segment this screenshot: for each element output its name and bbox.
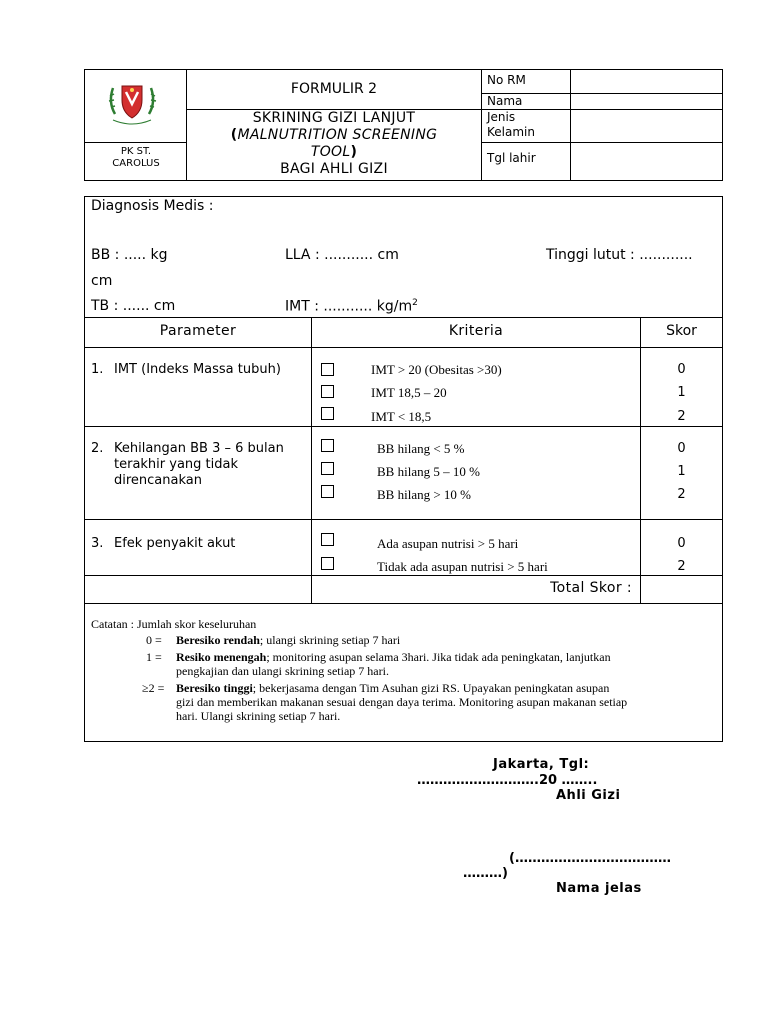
header-parameter: Parameter — [159, 323, 237, 339]
checkbox-efek-2[interactable] — [321, 557, 334, 570]
note-text-2-line3: hari. Ulangi skrining setiap 7 hari. — [176, 709, 341, 723]
field-no-rm-label: No RM — [487, 73, 526, 87]
note-score-0: 0 = — [146, 633, 162, 647]
bb-field: BB : ..... kg — [91, 247, 168, 263]
lla-field: LLA : ........... cm — [285, 247, 399, 263]
criteria-imt-1: IMT > 20 (Obesitas >30) — [371, 362, 502, 377]
checkbox-imt-3[interactable] — [321, 407, 334, 420]
field-nama-label: Nama — [487, 94, 523, 108]
score-imt-3: 2 — [677, 409, 686, 424]
field-tgl-lahir-value[interactable] — [571, 143, 722, 180]
total-skor-value[interactable] — [641, 576, 722, 603]
signature-date-line: ……………………….20 …….. — [417, 773, 598, 788]
note-text-0-line1 — [176, 633, 716, 647]
score-bb-1: 0 — [677, 441, 686, 456]
hospital-name-line2: CAROLUS — [112, 158, 160, 169]
score-bb-2: 1 — [677, 464, 686, 479]
param-row-1-text: IMT (Indeks Massa tubuh) — [114, 362, 281, 377]
param-row-1-no: 1. — [91, 362, 104, 377]
title-line4: BAGI AHLI GIZI — [280, 161, 388, 177]
note-score-2: ≥2 = — [142, 681, 165, 695]
note-text-1-line1 — [176, 650, 716, 664]
note-rest-0: ; ulangi skrining setiap 7 hari — [259, 633, 401, 647]
checkbox-efek-1[interactable] — [321, 533, 334, 546]
param-row-2-line1: Kehilangan BB 3 – 6 bulan — [114, 441, 284, 456]
note-rest-1: ; monitoring asupan selama 3hari. Jika tidak ada peningkatan, lanjutkan — [266, 650, 611, 664]
title-line2-italic: MALNUTRITION SCREENING — [237, 127, 438, 143]
score-efek-1: 0 — [677, 536, 686, 551]
score-imt-2: 1 — [677, 385, 686, 400]
title-line3 — [187, 144, 481, 161]
imt-field-text: IMT : ........... kg/m — [285, 298, 413, 315]
hospital-name-line1: PK ST. — [120, 146, 152, 157]
header-skor: Skor — [666, 323, 697, 339]
form-number: FORMULIR 2 — [290, 81, 378, 97]
checkbox-imt-2[interactable] — [321, 385, 334, 398]
param-row-2-no: 2. — [91, 441, 104, 456]
note-text-0 — [176, 633, 716, 647]
criteria-bb-1: BB hilang < 5 % — [377, 441, 465, 456]
criteria-efek-2: Tidak ada asupan nutrisi > 5 hari — [377, 559, 548, 574]
checkbox-imt-1[interactable] — [321, 363, 334, 376]
imt-field — [285, 298, 418, 315]
criteria-efek-1: Ada asupan nutrisi > 5 hari — [377, 536, 519, 551]
field-jenis-kelamin-value[interactable] — [571, 110, 722, 142]
hospital-logo — [105, 80, 159, 128]
checkbox-bb-2[interactable] — [321, 462, 334, 475]
signature-name-line2: ………) — [463, 866, 508, 881]
tinggi-lutut-unit: cm — [91, 273, 113, 289]
signature-place-date: Jakarta, Tgl: — [493, 757, 590, 772]
score-efek-2: 2 — [677, 559, 686, 574]
note-score-1: 1 = — [146, 650, 162, 664]
criteria-bb-2: BB hilang 5 – 10 % — [377, 464, 480, 479]
criteria-bb-3: BB hilang > 10 % — [377, 487, 471, 502]
tinggi-lutut-field: Tinggi lutut : ............ — [546, 247, 693, 263]
param-row-2-text — [114, 441, 284, 489]
field-nama-value[interactable] — [571, 94, 722, 109]
jenis-kelamin-line1: Jenis — [487, 110, 516, 124]
field-no-rm-value[interactable] — [571, 70, 722, 93]
checkbox-bb-1[interactable] — [321, 439, 334, 452]
signature-name-line1: (……………………………… — [509, 851, 671, 866]
param-row-2-line2: terakhir yang tidak — [114, 457, 239, 472]
title-line2 — [187, 127, 481, 144]
field-jenis-kelamin-label — [487, 110, 535, 140]
note-rest-2: ; bekerjasama dengan Tim Asuhan gizi RS. Upayakan peningkatan asupan — [252, 681, 610, 695]
note-text-2-line2: gizi dan memberikan makanan sesuai dengan daya terima. Monitoring asupan makanan setiap — [176, 695, 628, 709]
diagnosis-label: Diagnosis Medis : — [91, 198, 214, 214]
title-line3-italic: TOOL — [310, 144, 351, 160]
form-title — [187, 110, 481, 178]
note-bold-1: Resiko menengah — [176, 650, 267, 664]
param-row-3-no: 3. — [91, 536, 104, 551]
note-text-2 — [176, 681, 716, 723]
header-kriteria: Kriteria — [448, 323, 504, 339]
title-line1: SKRINING GIZI LANJUT — [252, 110, 416, 126]
criteria-imt-2: IMT 18,5 – 20 — [371, 385, 447, 400]
note-text-1-line2: pengkajian dan ulangi skrining setiap 7 hari. — [176, 664, 389, 678]
title-paren-close: ) — [350, 144, 358, 160]
signature-role: Ahli Gizi — [556, 788, 621, 803]
score-bb-3: 2 — [677, 487, 686, 502]
checkbox-bb-3[interactable] — [321, 485, 334, 498]
note-bold-0: Beresiko rendah — [176, 633, 260, 647]
score-imt-1: 0 — [677, 362, 686, 377]
criteria-imt-3: IMT < 18,5 — [371, 409, 432, 424]
tb-field: TB : ...... cm — [91, 298, 176, 314]
jenis-kelamin-line2: Kelamin — [487, 125, 535, 139]
total-skor-label: Total Skor : — [550, 580, 632, 596]
field-tgl-lahir-label: Tgl lahir — [487, 151, 536, 165]
param-row-3-text: Efek penyakit akut — [114, 536, 236, 551]
note-bold-2: Beresiko tinggi — [176, 681, 253, 695]
note-text-1 — [176, 650, 716, 678]
hospital-name — [86, 146, 186, 170]
title-paren-open: ( — [230, 127, 238, 143]
notes-intro: Catatan : Jumlah skor keseluruhan — [91, 617, 257, 631]
imt-field-sup: 2 — [412, 298, 418, 308]
param-row-2-line3: direncanakan — [114, 473, 202, 488]
note-text-2-line1 — [176, 681, 716, 695]
signature-name-caption: Nama jelas — [556, 881, 642, 896]
